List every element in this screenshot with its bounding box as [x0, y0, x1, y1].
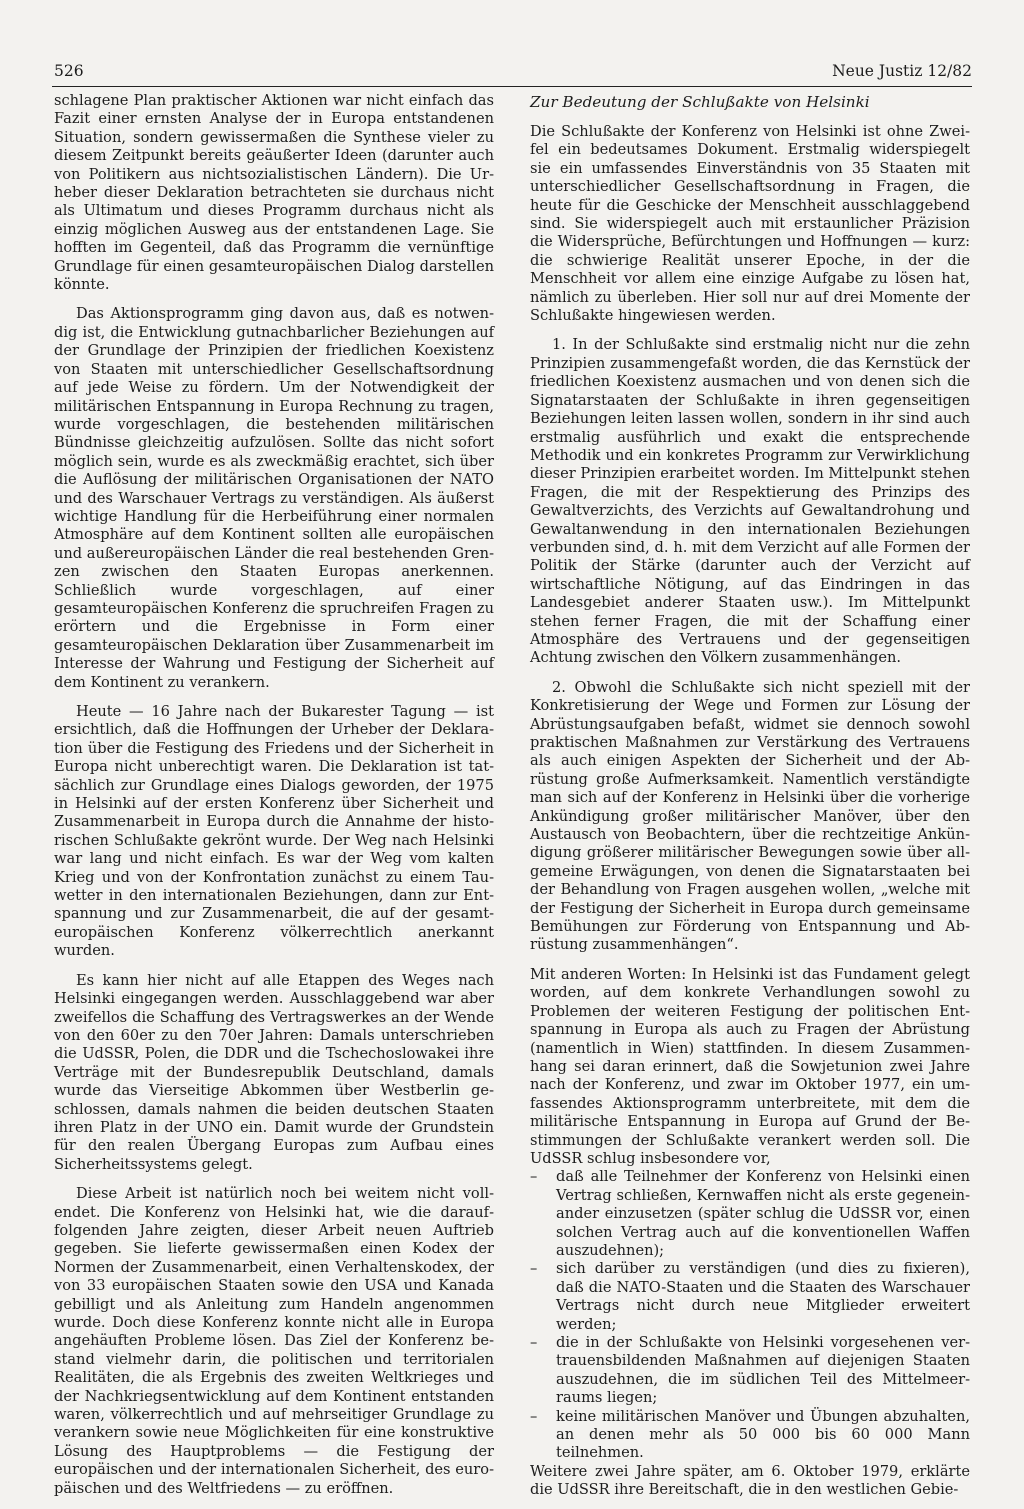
- list-item-text: keine militärischen Manöver und Übungen abzuhalten, an denen mehr als 50 000 bis 60 000 Mann teilnehmen.: [556, 1407, 970, 1462]
- paragraph: Weitere zwei Jahre später, am 6. Oktober 1979, erklärte die UdSSR ihre Bereitschaft, die in den westlichen Gebie-: [530, 1462, 970, 1499]
- list-item: [530, 1168, 970, 1260]
- paragraph: Das Aktionsprogramm ging davon aus, daß es notwendig ist, die Entwicklung gutnachbarlicher Beziehungen auf der Grundlage der Prinzipien der friedlichen Koexistenz von Staaten mit unterschiedlicher Gesellschaftsordnung auf jede Weise zu fördern. Um der Notwendigkeit der militärischen Entspannung in Europa Rechnung zu tragen, wurde vorgeschlagen, die bestehenden militärischen Bündnisse gleichzeitig aufzulösen. Sollte das nicht sofort möglich sein, wurde es als zweckmäßig erachtet, sich über die Auflösung der militärischen Organisationen der NATO und des Warschauer Vertrags zu verständigen. Als äußerst wichtige Handlung für die Herbeiführung einer normalen Atmosphäre auf dem Kontinent sollten alle europäischen und außereuropäischen Länder die real bestehenden Grenzen zwischen den Staaten Europas anerkennen. Schließlich wurde vorgeschlagen, auf einer gesamteuropäischen Konferenz die spruchreifen Fragen zu erörtern und die Ergebnisse in Form einer gesamteuropäischen Deklaration über Zusammenarbeit im Interesse der Wahrung und Festigung der Sicherheit auf dem Kontinent zu verankern.: [54, 305, 494, 691]
- paragraph: 1. In der Schlußakte sind erstmalig nicht nur die zehn Prinzipien zusammengefaßt worden, die das Kernstück der friedlichen Koexistenz ausmachen und von denen sich die Signatarstaaten der Schlußakte in ihren gegenseitigen Beziehungen leiten lassen wollen, sondern in ihr sind auch erstmalig ausführlich und exakt die entsprechende Methodik und ein konkretes Programm zur Verwirklichung dieser Prinzipien erarbeitet worden. Im Mittelpunkt stehen Fragen, die mit der Respektierung des Prinzips des Gewaltverzichts, des Verzichts auf Gewaltandrohung und Gewaltanwendung in den internationalen Beziehungen verbunden sind, d. h. mit dem Verzicht auf alle Formen der Politik der Stärke (darunter auch der Verzicht auf wirtschaftliche Nötigung, auf das Eindringen in das Landesgebiet anderer Staaten usw.). Im Mittelpunkt stehen ferner Fragen, die mit der Schaffung einer Atmosphäre des Vertrauens und der gegenseitigen Achtung zwischen den Völkern zusammenhängen.: [530, 336, 970, 667]
- paragraph: Die Schlußakte der Konferenz von Helsinki ist ohne Zweifel ein bedeutsames Dokument. Erstmalig widerspiegelt sie ein umfassendes Einverständnis von 35 Staaten mit unterschiedlicher Gesellschaftsordnung in Fragen, die heute für die Geschicke der Menschheit ausschlaggebend sind. Sie widerspiegelt auch mit erstaunlicher Präzision die Widersprüche, Befürchtungen und Hoffnungen — kurz: die schwierige Realität unserer Epoche, in der die Menschheit vor allem eine einzige Aufgabe zu lösen hat, nämlich zu überleben. Hier soll nur auf drei Momente der Schlußakte hingewiesen werden.: [530, 123, 970, 325]
- dash-marker: –: [530, 1407, 538, 1425]
- list-item-text: sich darüber zu verständigen (und dies zu fixieren), daß die NATO-Staaten und die Staaten des Warschauer Vertrags nicht durch neue Mitglieder erweitert werden;: [556, 1260, 970, 1333]
- dash-marker: –: [530, 1334, 538, 1351]
- paragraph: 2. Obwohl die Schlußakte sich nicht speziell mit der Konkretisierung der Wege und Formen zur Lösung der Abrüstungsaufgaben befaßt, widmet sie dennoch sowohl praktischen Maßnahmen zur Verstärkung des Vertrauens als auch einigen Aspekten der Sicherheit und der Abrüstung große Aufmerksamkeit. Namentlich verständigte man sich auf der Konferenz in Helsinki über die vorherige Ankündigung großer militärischer Manöver, über den Austausch von Beobachtern, über die rechtzeitige Ankündigung größerer militärischer Bewegungen sowie über allgemeine Erwägungen, von denen die Signatarstaaten bei der Behandlung von Fragen ausgehen wollen, „welche mit der Festigung der Sicherheit in Europa durch gemeinsame Bemühungen zur Förderung von Entspannung und Abrüstung zusammenhängen“.: [530, 678, 970, 954]
- right-column: [530, 92, 970, 1500]
- list-item: [530, 1260, 970, 1334]
- page-number: 526: [54, 62, 84, 80]
- proposal-list: [530, 1168, 970, 1463]
- dash-marker: –: [530, 1168, 538, 1186]
- paragraph: Diese Arbeit ist natürlich noch bei weitem nicht vollendet. Die Konferenz von Helsinki hat, wie die darauffolgenden Jahre zeigten, dieser Arbeit neuen Auftrieb gegeben. Sie lieferte gewissermaßen einen Kodex der Normen der Zusammenarbeit, einen Verhaltenskodex, der von 33 europäischen Staaten sowie den USA und Kanada gebilligt und als Anleitung zum Handeln angenommen wurde. Doch diese Konferenz konnte nicht alle in Europa angehäuften Probleme lösen. Das Ziel der Konferenz bestand vielmehr darin, die politischen und territorialen Realitäten, die als Ergebnis des zweiten Weltkrieges und der Nachkriegsentwicklung auf dem Kontinent entstanden waren, völkerrechtlich und auf mehrseitiger Grundlage zu verankern sowie neue Möglichkeiten für eine konstruktive Lösung des Hauptproblems — die Festigung der europäischen und der internationalen Sicherheit, des europäischen und des Weltfriedens — zu eröffnen.: [54, 1185, 494, 1497]
- list-item: [530, 1408, 970, 1463]
- left-column: [54, 92, 494, 1509]
- paragraph: Es kann hier nicht auf alle Etappen des Weges nach Helsinki eingegangen werden. Ausschlaggebend war aber zweifellos die Schaffung des Vertragswerkes an der Wende von den 60er zu den 70er Jahren: Damals unterschrieben die UdSSR, Polen, die DDR und die Tschechoslowakei ihre Verträge mit der Bundesrepublik Deutschland, damals wurde das Vierseitige Abkommen über Westberlin geschlossen, damals nahmen die beiden deutschen Staaten ihren Platz in der UNO ein. Damit wurde der Grundstein für den realen Übergang Europas zum Aufbau eines Sicherheitssystems gelegt.: [54, 971, 494, 1173]
- list-item: [530, 1334, 970, 1408]
- journal-issue: Neue Justiz 12/82: [832, 62, 972, 80]
- paragraph: Mit anderen Worten: In Helsinki ist das Fundament gelegt worden, auf dem konkrete Verhandlungen sowohl zu Problemen der weiteren Festigung der politischen Entspannung in Europa als auch zu Fragen der Abrüstung (namentlich in Wien) stattfinden. In diesem Zusammenhang sei daran erinnert, daß die Sowjetunion zwei Jahre nach der Konferenz, und zwar im Oktober 1977, ein umfassendes Aktionsprogramm unterbreitete, mit dem die militärische Entspannung in Europa auf Grund der Bestimmungen der Schlußakte verankert werden soll. Die UdSSR schlug insbesondere vor,: [530, 965, 970, 1167]
- list-item-text: daß alle Teilnehmer der Konferenz von Helsinki einen Vertrag schließen, Kernwaffen nicht als erste gegeneinander einzusetzen (später schlug die UdSSR vor, einen solchen Vertrag auch auf die konventionellen Waffen auszudehnen);: [556, 1168, 970, 1259]
- section-heading: Zur Bedeutung der Schlußakte von Helsinki: [530, 93, 870, 111]
- list-item-text: die in der Schlußakte von Helsinki vorgesehenen vertrauensbildenden Maßnahmen auf diejenigen Staaten auszudehnen, die im südlichen Teil des Mittelmeerraums liegen;: [556, 1334, 970, 1407]
- paragraph: schlagene Plan praktischer Aktionen war nicht einfach das Fazit einer ernsten Analyse der in Europa entstandenen Situation, sondern gewissermaßen die Synthese vieler zu diesem Zeitpunkt bereits geäußerter Ideen (darunter auch von Politikern aus nichtsozialistischen Ländern). Die Urheber dieser Deklaration betrachteten sie durchaus nicht als Ultimatum und dieses Programm durchaus nicht als einzig möglichen Ausweg aus der entstandenen Lage. Sie hofften im Gegenteil, daß das Programm die vernünftige Grundlage für einen gesamteuropäischen Dialog darstellen könnte.: [54, 92, 494, 294]
- dash-marker: –: [530, 1260, 538, 1278]
- paragraph: Heute — 16 Jahre nach der Bukarester Tagung — ist ersichtlich, daß die Hoffnungen der Urheber der Deklaration über die Festigung des Friedens und der Sicherheit in Europa nicht unberechtigt waren. Die Deklaration ist tatsächlich zur Grundlage eines Dialogs geworden, der 1975 in Helsinki auf der ersten Konferenz über Sicherheit und Zusammenarbeit in Europa durch die Annahme der historischen Schlußakte gekrönt wurde. Der Weg nach Helsinki war lang und nicht einfach. Es war der Weg vom kalten Krieg und von der Konfrontation zunächst zu einem Tauwetter in den internationalen Beziehungen, dann zur Entspannung und zur Zusammenarbeit, die auf der gesamteuropäischen Konferenz völkerrechtlich anerkannt wurden.: [54, 703, 494, 960]
- header-rule: [52, 86, 972, 87]
